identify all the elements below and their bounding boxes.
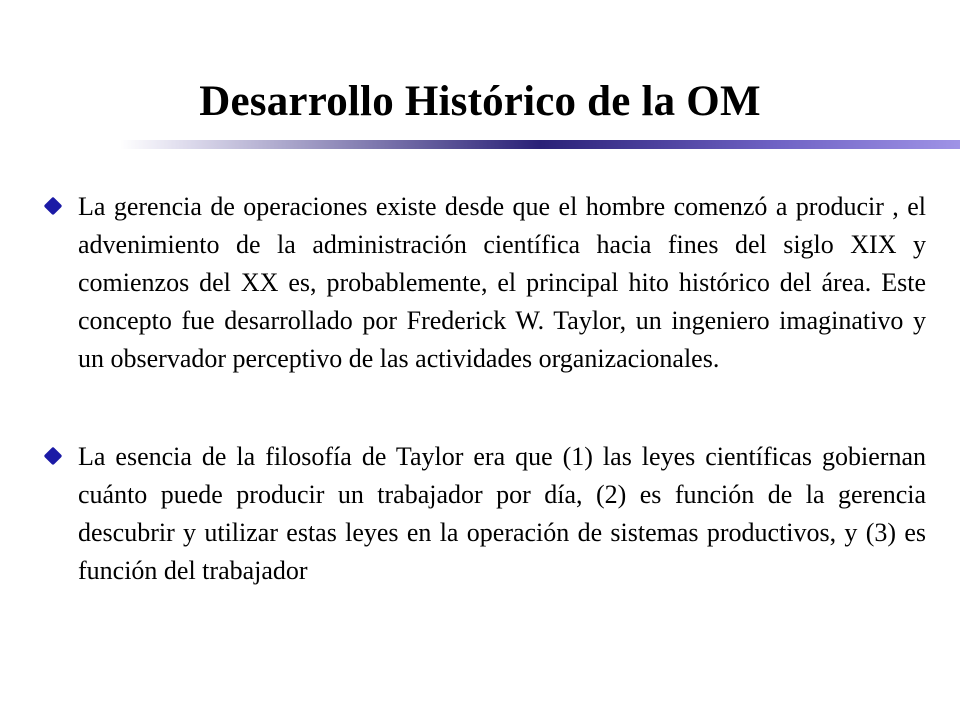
bullet-list xyxy=(42,188,926,590)
bullet-text: La gerencia de operaciones existe desde que el hombre comenzó a producir , el advenimiento de la administración científica hacia fines del siglo XIX y comienzos del XX es, probablemente, el principal hito histórico del área. Este concepto fue desarrollado por Frederick W. Taylor, un ingeniero imaginativo y un observador perceptivo de las actividades organizacionales. xyxy=(78,192,926,373)
slide-title: Desarrollo Histórico de la OM xyxy=(199,78,761,125)
diamond-bullet-icon xyxy=(44,447,63,466)
bullet-item xyxy=(42,438,926,590)
diamond-bullet-icon xyxy=(44,197,63,216)
bullet-item xyxy=(42,188,926,378)
bullet-text: La esencia de la filosofía de Taylor era que (1) las leyes científicas gobiernan cuánto puede producir un trabajador por día, (2) es función de la gerencia descubrir y utilizar estas leyes en la operación de sistemas productivos, y (3) es función del trabajador xyxy=(78,442,926,585)
title-divider xyxy=(120,140,960,149)
